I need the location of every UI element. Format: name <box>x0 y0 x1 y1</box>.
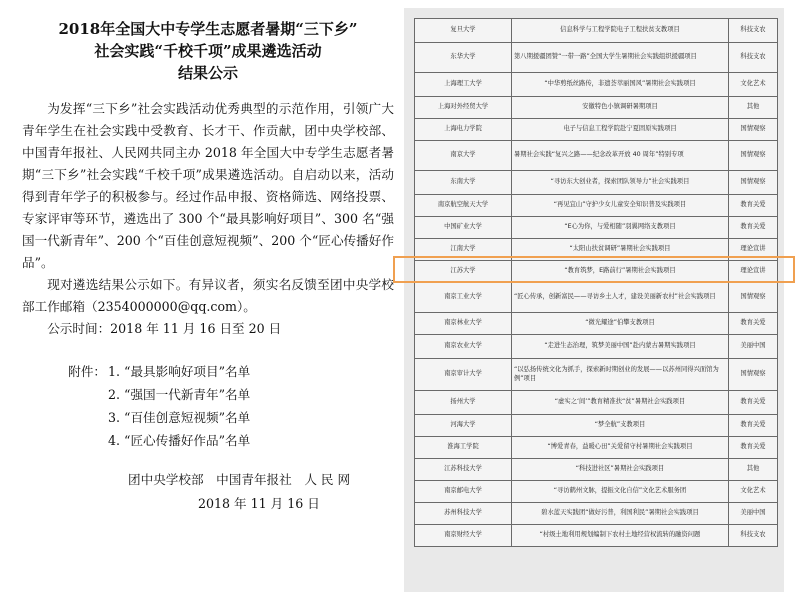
category-cell: 美丽中国 <box>729 503 778 525</box>
table-row <box>415 195 778 217</box>
school-cell: 苏州科技大学 <box>415 503 512 525</box>
category-cell: 教育关爱 <box>729 313 778 335</box>
project-cell: “中华剪纸丝路传，非遗荟萃丽国风”暑期社会实践项目 <box>512 73 729 97</box>
category-cell: 教育关爱 <box>729 437 778 459</box>
category-cell: 国情观察 <box>729 283 778 313</box>
school-cell: 南京大学 <box>415 141 512 171</box>
category-cell: 国情观察 <box>729 359 778 391</box>
attachment-list <box>22 360 394 452</box>
category-cell: 教育关爱 <box>729 415 778 437</box>
table-row <box>415 359 778 391</box>
project-cell: “寻访鹤州文脉，提振文化自信”文化艺术服务团 <box>512 481 729 503</box>
category-cell: 其他 <box>729 459 778 481</box>
category-cell: 国情观察 <box>729 119 778 141</box>
project-cell: “虚实之‘间’”教育精准扶“贫”暑期社会实践项目 <box>512 391 729 415</box>
school-cell: 上海电力学院 <box>415 119 512 141</box>
table-row <box>415 171 778 195</box>
school-cell: 江南大学 <box>415 239 512 261</box>
project-cell: “以弘扬传统文化为抓手，探索新时期创业的发展——以苏州同得兴面馆为例”项目 <box>512 359 729 391</box>
school-cell: 东南大学 <box>415 171 512 195</box>
scanned-results-table <box>404 8 784 592</box>
signing-organizations: 团中央学校部 中国青年报社 人 民 网 <box>128 472 351 487</box>
notice-paragraph-2: 现对遴选结果公示如下。有异议者，须实名反馈至团中央学校部工作邮箱（2354000000@qq.com）。 <box>22 277 394 314</box>
category-cell: 教育关爱 <box>729 195 778 217</box>
project-cell: “科技进社区”暑期社会实践项目 <box>512 459 729 481</box>
attachment-label: 附件： <box>68 364 106 379</box>
table-row <box>415 141 778 171</box>
project-cell: “教育筑梦，E路前行”暑期社会实践项目 <box>512 261 729 283</box>
project-cell: 安徽特色小镇调研暑期项目 <box>512 97 729 119</box>
signature-block <box>22 468 394 516</box>
attachment-item-2: 2. “强国一代新青年”名单 <box>108 387 251 402</box>
project-cell: “再见宜山”守护少女儿童安全知识普及实践项目 <box>512 195 729 217</box>
category-cell: 理论宣讲 <box>729 239 778 261</box>
table-row <box>415 43 778 73</box>
project-cell: “E心为你，与爱相随”羽翼网络支教项目 <box>512 217 729 239</box>
category-cell: 其他 <box>729 97 778 119</box>
table-row <box>415 119 778 141</box>
category-cell: 国情观察 <box>729 171 778 195</box>
notice-title-line-2: 社会实践“千校千项”成果遴选活动 <box>94 42 322 60</box>
school-cell: 江苏大学 <box>415 261 512 283</box>
school-cell: 南京林业大学 <box>415 313 512 335</box>
school-cell: 中国矿业大学 <box>415 217 512 239</box>
project-cell: 碧水蓝天实践团“做好污普，利国利民”暑期社会实践项目 <box>512 503 729 525</box>
school-cell: 扬州大学 <box>415 391 512 415</box>
school-cell: 东华大学 <box>415 43 512 73</box>
school-cell: 南京审计大学 <box>415 359 512 391</box>
table-row <box>415 19 778 43</box>
table-row <box>415 73 778 97</box>
category-cell: 科技支农 <box>729 525 778 547</box>
table-row <box>415 335 778 359</box>
project-cell: “微光耀途”伯攀支教项目 <box>512 313 729 335</box>
school-cell: 南京工业大学 <box>415 283 512 313</box>
category-cell: 国情观察 <box>729 141 778 171</box>
publicity-time: 公示时间：2018 年 11 月 16 日至 20 日 <box>47 321 282 336</box>
project-cell: 信息科学与工程学院电子工程扶贫支教项目 <box>512 19 729 43</box>
table-row <box>415 313 778 335</box>
category-cell: 科技支农 <box>729 19 778 43</box>
table-row <box>415 415 778 437</box>
attachment-item-3: 3. “百佳创意短视频”名单 <box>108 410 251 425</box>
category-cell: 教育关爱 <box>729 217 778 239</box>
school-cell: 淮海工学院 <box>415 437 512 459</box>
category-cell: 教育关爱 <box>729 391 778 415</box>
project-cell: “梦全航”支教项目 <box>512 415 729 437</box>
announcement-notice <box>22 18 394 588</box>
notice-title-line-3: 结果公示 <box>177 64 238 82</box>
school-cell: 南京农业大学 <box>415 335 512 359</box>
table-row <box>415 97 778 119</box>
category-cell: 理论宣讲 <box>729 261 778 283</box>
table-row <box>415 437 778 459</box>
notice-paragraph-1: 为发挥“三下乡”社会实践活动优秀典型的示范作用，引领广大青年学生在社会实践中受教育、长才干、作贡献，团中央学校部、中国青年报社、人民网共同主办 2018 年全国大中专学生志愿者暑期“三下乡”社会实践“千校千项”成果遴选活动。自启动以来，活动得到青年学子的积极参与。经过作品申报、资格筛选、网络投票、专家评审等环节，遴选出了 300 个“最具影响好项目”、300 名“强国一代新青年”、200 个“百佳创意短视频”、200 个“匠心传播好作品”。 <box>22 101 394 270</box>
table-row <box>415 217 778 239</box>
attachment-item-1: 1. “最具影响好项目”名单 <box>108 364 251 379</box>
school-cell: 上海对外经贸大学 <box>415 97 512 119</box>
project-cell: “匠心传承，创新富民——寻访乡土人才，建设美丽新农村”社会实践项目 <box>512 283 729 313</box>
notice-title-line-1: 2018年全国大中专学生志愿者暑期“三下乡” <box>58 20 358 38</box>
project-cell: 第八期援疆团赞“一带一路”全国大学生暑期社会实践组织援疆项目 <box>512 43 729 73</box>
school-cell: 江苏科技大学 <box>415 459 512 481</box>
school-cell: 南京航空航天大学 <box>415 195 512 217</box>
school-cell: 南京财经大学 <box>415 525 512 547</box>
category-cell: 科技支农 <box>729 43 778 73</box>
category-cell: 文化艺术 <box>729 481 778 503</box>
category-cell: 美丽中国 <box>729 335 778 359</box>
table-row <box>415 391 778 415</box>
table-row <box>415 283 778 313</box>
school-cell: 南京邮电大学 <box>415 481 512 503</box>
table-row <box>415 525 778 547</box>
project-cell: “寻访东大创业者，探索团队领导力”社会实践项目 <box>512 171 729 195</box>
table-row <box>415 503 778 525</box>
school-cell: 上海理工大学 <box>415 73 512 97</box>
school-cell: 复旦大学 <box>415 19 512 43</box>
project-cell: “太阳山扶贫调研”暑期社会实践项目 <box>512 239 729 261</box>
table-row <box>415 459 778 481</box>
school-cell: 河海大学 <box>415 415 512 437</box>
project-cell: “博爱青春，益暖心田”关爱留守村暑期社会实践项目 <box>512 437 729 459</box>
project-cell: 电子与信息工程学院赴宁夏固原实践项目 <box>512 119 729 141</box>
category-cell: 文化艺术 <box>729 73 778 97</box>
project-cell: “走进生态治理，筑梦美丽中国”赴内蒙古暑期实践项目 <box>512 335 729 359</box>
signing-date: 2018 年 11 月 16 日 <box>198 496 320 511</box>
attachment-item-4: 4. “匠心传播好作品”名单 <box>108 433 251 448</box>
project-cell: “村级土地利用规划编制下农村土地经营权流转的融资问题 <box>512 525 729 547</box>
project-cell: 暑期社会实践“复兴之路——纪念改革开放 40 周年”特别专项 <box>512 141 729 171</box>
table-row <box>415 481 778 503</box>
highlight-box <box>393 256 795 283</box>
